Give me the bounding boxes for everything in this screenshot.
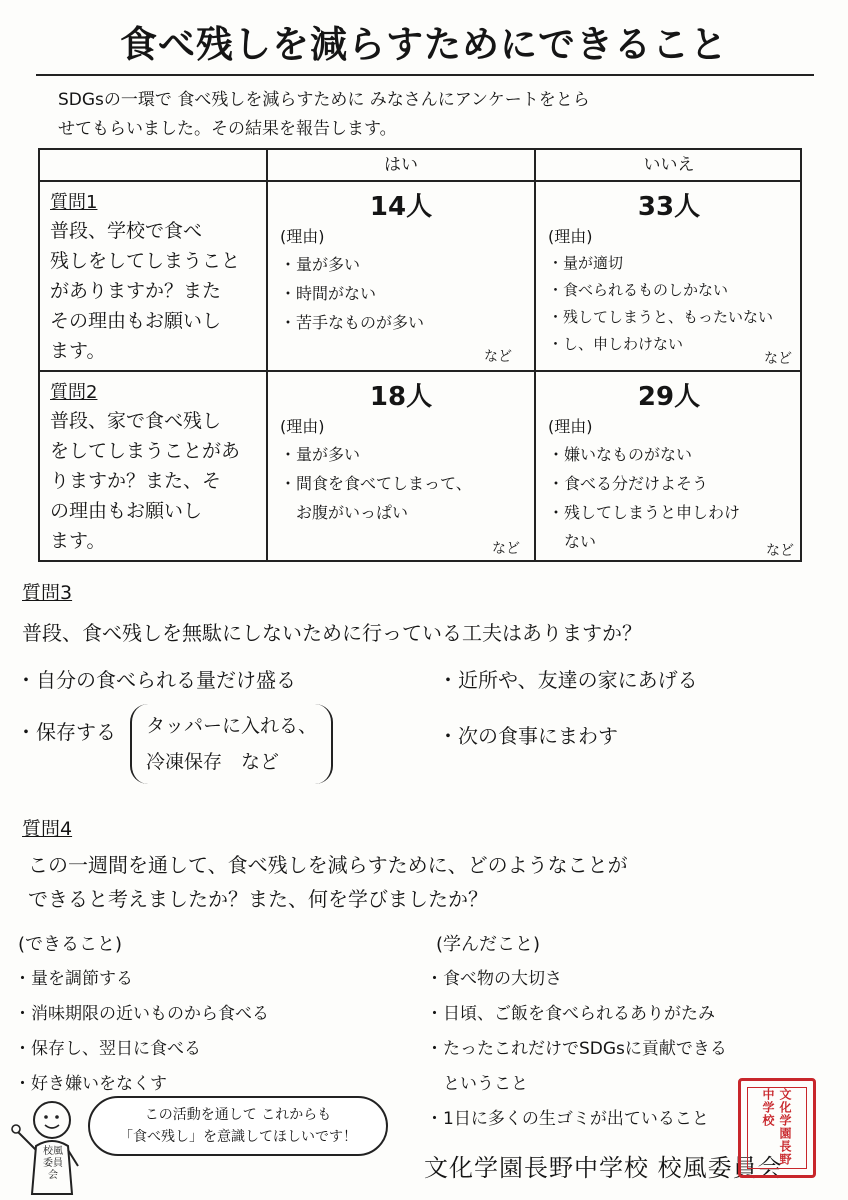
q3-item-store: ・ 保存する — [16, 716, 116, 745]
q2-no-count: 29人 — [637, 382, 701, 412]
question-3-label: 質問3 — [22, 582, 73, 604]
list-item: ・ し、申しわけない — [548, 331, 798, 358]
q1-no-etc: など — [764, 351, 792, 367]
list-item: ・ 嫌いなものがない — [548, 440, 798, 469]
question-text-line: の理由もお願いし — [50, 500, 203, 522]
q2-no-reasons — [548, 440, 798, 556]
q2-yes-count: 18人 — [369, 382, 433, 412]
mascot-tag: 校風委員会 — [43, 1146, 63, 1181]
store-detail-line: タッパーに入れる、 — [146, 715, 318, 737]
q2-no-etc: など — [766, 543, 794, 559]
q3-item-portion: ・ 自分の食べられる量だけ盛る — [16, 664, 296, 693]
question-text-line: ます。 — [50, 340, 106, 362]
intro-line-2: せてもらいました。その結果を報告します。 — [58, 119, 397, 139]
list-item: ・ 食べられるものしかない — [548, 277, 798, 304]
question-4-line: この一週間を通して、食べ残しを減らすために、どのようなことが — [28, 853, 628, 877]
list-item: お腹がいっぱい — [296, 503, 409, 522]
list-item: ・ 日頃、ご飯を食べられるありがたみ — [426, 997, 826, 1032]
table-divider — [40, 370, 800, 372]
list-item: ・ 好き嫌いをなくす — [14, 1067, 414, 1102]
question-text-line: 普段、学校で食べ — [50, 220, 203, 242]
list-item: ・ 量が多い — [280, 250, 530, 279]
page-title: 食べ残しを減らすためにできること — [120, 23, 728, 66]
q2-no-reason-label: (理由) — [548, 417, 593, 436]
q1-no-reason-label: (理由) — [548, 227, 593, 246]
seal-text: 文化学園長野中学校 — [747, 1087, 807, 1169]
list-item: ・ 食べる分だけよそう — [548, 469, 798, 498]
intro-text — [58, 86, 798, 144]
q1-yes-etc: など — [484, 349, 512, 365]
school-seal-stamp — [738, 1078, 816, 1178]
q1-no-reasons — [548, 250, 798, 358]
list-item: ・ 残してしまうと申しわけ — [548, 498, 798, 527]
q3-item-neighbors: ・ 近所や、友達の家にあげる — [438, 664, 698, 693]
bubble-line: この活動を通して これからも — [144, 1107, 332, 1123]
question-2-label: 質問2 — [50, 382, 98, 403]
question-4-line: できると考えましたか？また、何を学びましたか？ — [28, 887, 488, 911]
question-text-line: その理由もお願いし — [50, 310, 222, 332]
bubble-line: 「食べ残し」を意識してほしいです！ — [119, 1129, 357, 1145]
table-divider — [40, 180, 800, 182]
question-3-text: 普段、食べ残しを無駄にしないために行っている工夫はありますか？ — [22, 621, 642, 645]
list-item: ・ 間食を食べてしまって、 — [280, 469, 530, 498]
list-item: ・ 1日に多くの生ゴミが出ていること — [426, 1102, 826, 1137]
question-4-text — [28, 848, 828, 916]
question-1-text — [50, 216, 262, 366]
question-2-text — [50, 406, 262, 556]
list-item: ・ 苦手なものが多い — [280, 308, 530, 337]
title-underline — [36, 74, 814, 76]
q1-yes-reason-label: (理由) — [280, 227, 325, 246]
list-item: ない — [564, 532, 597, 551]
question-text-line: がありますか？また — [50, 280, 222, 302]
question-text-line: をしてしまうことがあ — [50, 440, 241, 462]
store-detail-line: 冷凍保存 など — [146, 751, 280, 773]
column-header-yes: はい — [384, 155, 418, 175]
q3-store-detail — [130, 704, 333, 784]
q2-yes-reasons — [280, 440, 530, 527]
school-name: 文化学園長野中学校 校風委員会 — [424, 1154, 783, 1182]
speech-bubble — [88, 1096, 388, 1156]
column-header-no: いいえ — [643, 155, 695, 175]
list-item: ・ たったこれだけでSDGsに貢献できる — [426, 1032, 826, 1067]
q1-no-count: 33人 — [637, 192, 701, 222]
list-item: ・ 量が多い — [280, 440, 530, 469]
q1-yes-count: 14人 — [369, 192, 433, 222]
can-do-label: (できること) — [18, 934, 123, 955]
list-item: ・ 食べ物の大切さ — [426, 962, 826, 997]
list-item: ・ 量を調節する — [14, 962, 414, 997]
question-text-line: 普段、家で食べ残し — [50, 410, 222, 432]
q1-yes-reasons — [280, 250, 530, 337]
list-item: ・ 時間がない — [280, 279, 530, 308]
can-do-list — [14, 962, 414, 1102]
intro-line-1: SDGsの一環で 食べ残しを減らすために みなさんにアンケートをとら — [58, 90, 590, 110]
q2-yes-etc: など — [492, 541, 520, 557]
list-item: ・ 量が適切 — [548, 250, 798, 277]
list-item: ・ 保存し、翌日に食べる — [14, 1032, 414, 1067]
question-text-line: 残しをしてしまうこと — [50, 250, 241, 272]
question-text-line: りますか？また、そ — [50, 470, 222, 492]
list-item: ということ — [443, 1074, 528, 1094]
q2-yes-reason-label: (理由) — [280, 417, 325, 436]
survey-table — [38, 148, 802, 562]
q3-item-next-meal: ・ 次の食事にまわす — [438, 720, 618, 749]
learned-label: (学んだこと) — [436, 934, 541, 955]
question-4-label: 質問4 — [22, 818, 73, 840]
list-item: ・ 消味期限の近いものから食べる — [14, 997, 414, 1032]
list-item: ・ 残してしまうと、もったいない — [548, 304, 798, 331]
question-text-line: ます。 — [50, 530, 106, 552]
question-1-label: 質問1 — [50, 192, 98, 213]
